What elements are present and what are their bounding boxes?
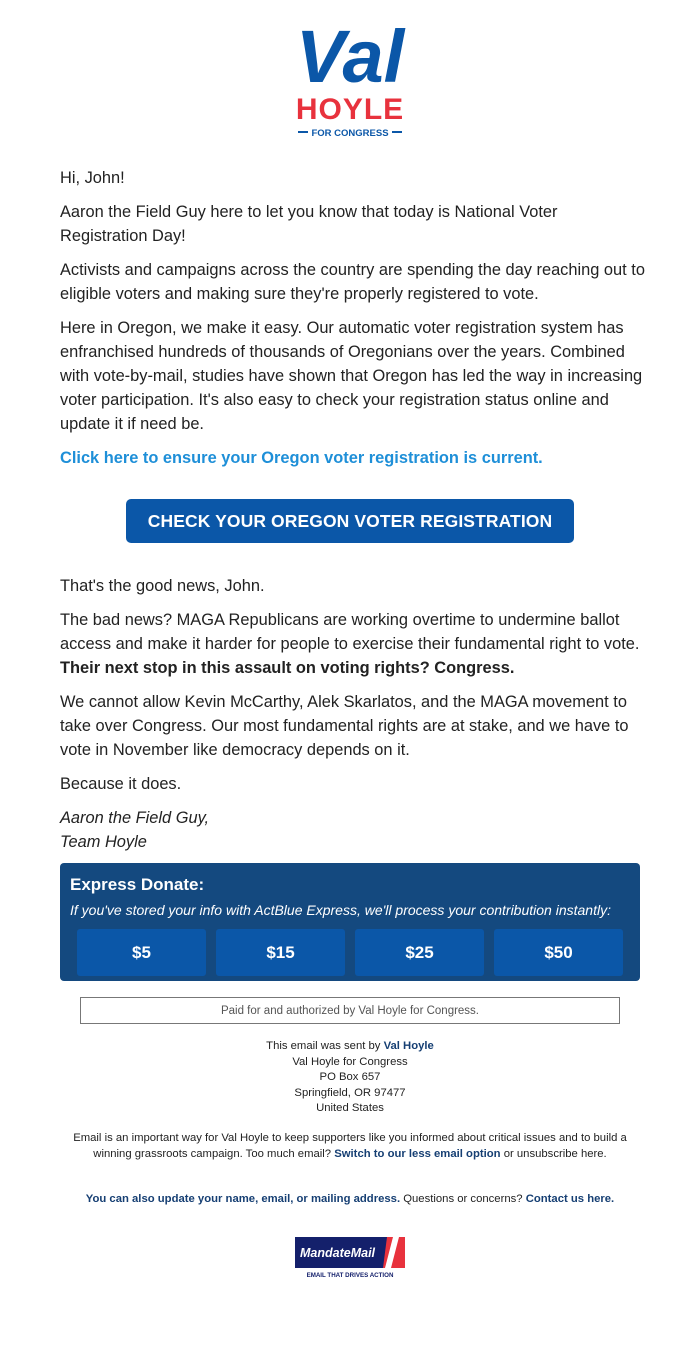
sent-by-name: Val Hoyle [383,1040,434,1052]
paragraph-maga: We cannot allow Kevin McCarthy, Alek Skarlatos, and the MAGA movement to take over Congress. Our most fundamental rights are at stake, and we have to vote in November like democracy depends on it. [60,693,629,759]
email-notice-text: Email is an important way for Val Hoyle to keep supporters like you informed about critical issues and to build a winning grassroots campaign. Too much email? [73,1132,627,1160]
paragraph-bad-news [60,608,645,680]
sender-country: United States [316,1102,384,1114]
sender-po-box: PO Box 657 [319,1071,381,1083]
svg-text:FOR CONGRESS: FOR CONGRESS [311,128,389,139]
paragraph-because: Because it does. [60,775,182,793]
paid-for-disclaimer: Paid for and authorized by Val Hoyle for Congress. [80,997,620,1024]
express-donate-panel [60,863,640,981]
unsubscribe-text[interactable]: or unsubscribe here. [503,1147,607,1160]
donate-50-button[interactable]: $50 [494,929,623,976]
svg-text:HOYLE: HOYLE [295,93,405,126]
registration-link-row [60,446,645,470]
sender-info [60,1039,640,1117]
contact-us-link[interactable]: Contact us here. [525,1193,615,1205]
sender-city: Springfield, OR 97477 [294,1086,406,1099]
svg-text:Val: Val [295,15,405,98]
email-notice [60,1131,640,1162]
paragraph-activists: Activists and campaigns across the country are spending the day reaching out to eligible voters and making sure they're properly registered to vote. [60,261,645,303]
mandatemail-logo[interactable] [295,1237,405,1279]
paragraph-good-news: That's the good news, John. [60,577,265,595]
sent-by-line [60,1039,640,1055]
bad-news-bold: Their next stop in this assault on voting rights? Congress. [60,659,515,677]
express-donate-title: Express Donate: [70,875,205,894]
donate-25-button[interactable]: $25 [355,929,484,976]
sender-org: Val Hoyle for Congress [292,1055,408,1068]
check-registration-button[interactable]: CHECK YOUR OREGON VOTER REGISTRATION [126,499,574,543]
express-donate-subtitle: If you've stored your info with ActBlue Express, we'll process your contribution instantly: [70,902,611,918]
bad-news-text: The bad news? MAGA Republicans are working overtime to undermine ballot access and make it harder for people to exercise their fundamental right to vote. [60,611,640,653]
paragraph-oregon: Here in Oregon, we make it easy. Our automatic voter registration system has enfranchised hundreds of thousands of Oregonians over the years. Combined with vote-by-mail, studies have shown that Oregon has led the way in increasing voter participation. It's also easy to check your registration status online and update it if need be. [60,319,643,433]
val-hoyle-logo[interactable] [270,12,430,142]
questions-text: Questions or concerns? [403,1193,523,1205]
sent-by-prefix: This email was sent by [266,1040,381,1052]
signature-team: Team Hoyle [60,833,147,851]
less-email-link[interactable]: Switch to our less email option [334,1147,501,1160]
registration-link[interactable]: Click here to ensure your Oregon voter registration is current. [60,449,543,467]
update-info-link[interactable]: You can also update your name, email, or mailing address. [85,1193,401,1205]
greeting: Hi, John! [60,169,125,187]
signature [60,806,645,854]
svg-text:EMAIL THAT DRIVES ACTION: EMAIL THAT DRIVES ACTION [306,1272,394,1279]
donate-5-button[interactable]: $5 [77,929,206,976]
donate-15-button[interactable]: $15 [216,929,345,976]
update-info [60,1192,640,1208]
svg-text:MandateMail: MandateMail [300,1246,376,1260]
paragraph-intro: Aaron the Field Guy here to let you know that today is National Voter Registration Day! [60,203,558,245]
signature-name: Aaron the Field Guy, [60,809,210,827]
